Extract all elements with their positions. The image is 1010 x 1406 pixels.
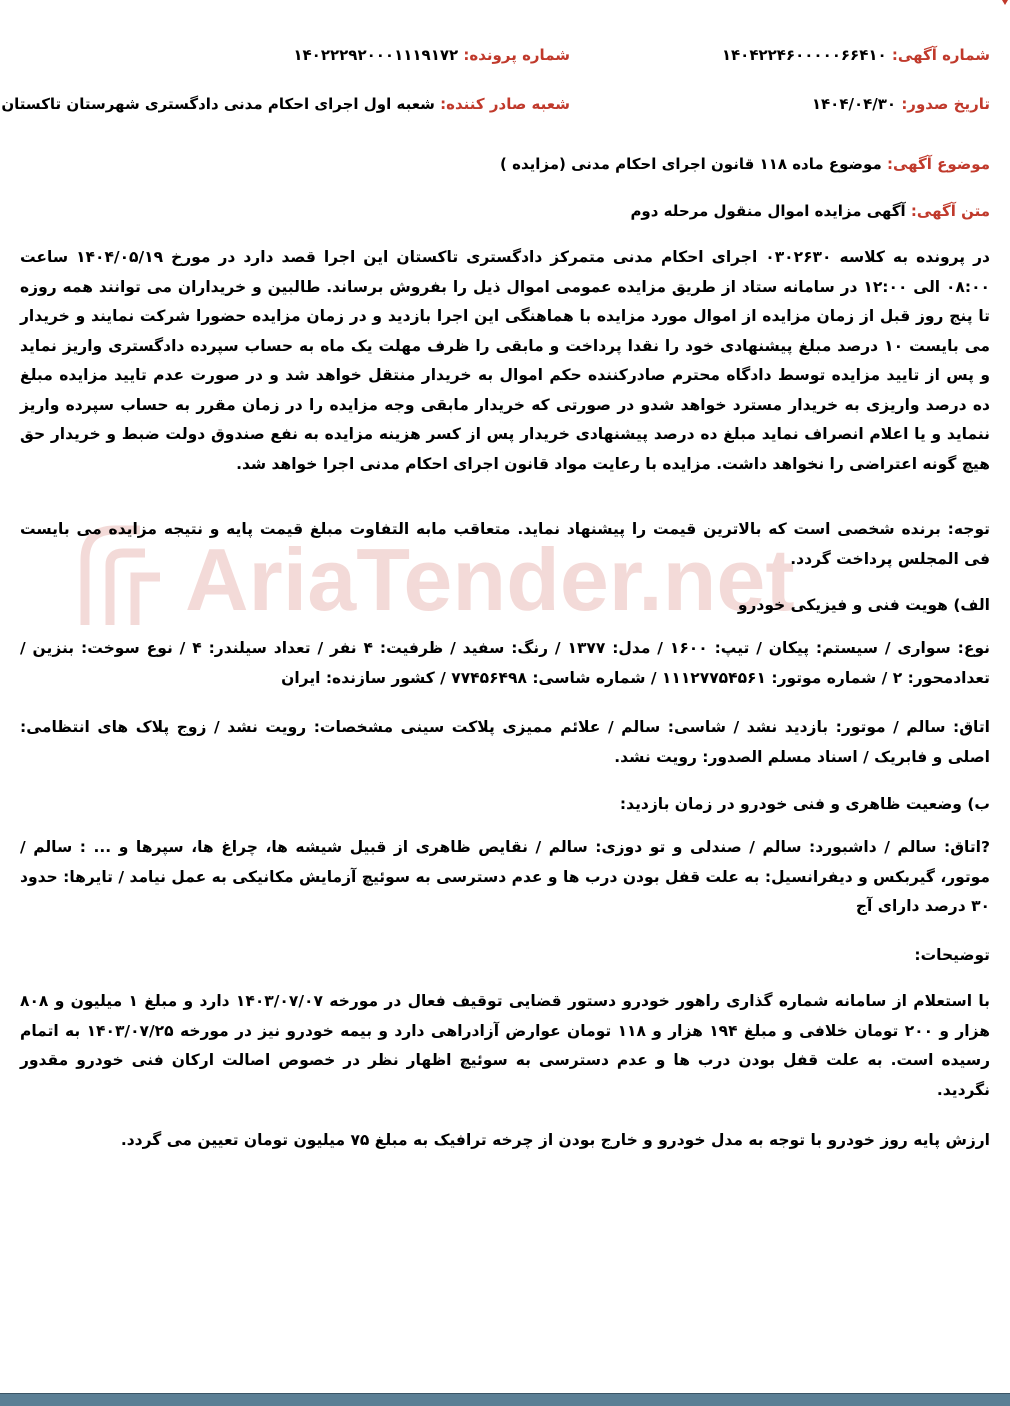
issuer-value: شعبه اول اجرای احکام مدنی دادگستری شهرستان تاکستان xyxy=(1,95,435,113)
paragraph-2: توجه: برنده شخصی است که بالاترین قیمت را پیشنهاد نماید. متعاقب مابه التفاوت مبلغ قیمت پایه و نتیجه مزایده می بایست فی المجلس پرداخت گردد. xyxy=(20,520,990,568)
notice-number-value: ۱۴۰۴۲۲۴۶۰۰۰۰۰۶۶۴۱۰ xyxy=(721,46,887,64)
watermark-text: AriaTender.net xyxy=(185,530,795,629)
case-number-field xyxy=(293,46,570,64)
text-heading-line xyxy=(20,202,990,220)
paragraph-7: ?اتاق: سالم / داشبورد: سالم / صندلی و تو دوزی: سالم / نقایص ظاهری از قبیل شیشه ها، چراغ ها، سپرها و ... : سالم / موتور، گیربکس و دیفرانسیل: به علت قفل بودن درب ها و عدم دسترسی به سوئیچ آزمایش مکانیکی به عمل نیامد / تایرها: حدود ۳۰ درصد دارای آج xyxy=(20,838,990,915)
paragraph-4: نوع: سواری / سیستم: پیکان / تیپ: ۱۶۰۰ / مدل: ۱۳۷۷ / رنگ: سفید / ظرفیت: ۴ نفر / تعداد سیلندر: ۴ / نوع سوخت: بنزین / تعدادمحور: ۲ / شماره موتور: ۱۱۱۲۷۷۵۴۵۶۱ / شماره شاسی: ۷۷۴۵۶۴۹۸ / کشور سازنده: ایران xyxy=(20,639,990,687)
case-number-value: ۱۴۰۲۲۲۹۲۰۰۰۱۱۱۹۱۷۲ xyxy=(293,46,459,64)
paragraph-5: اتاق: سالم / موتور: بازدید نشد / شاسی: سالم / علائم ممیزی پلاکت سینی مشخصات: رویت نشد / زوج پلاک های انتظامی: اصلی و فابریک / اسناد مسلم الصدور: رویت نشد. xyxy=(20,718,990,766)
paragraph-main xyxy=(20,243,990,479)
explanations-heading xyxy=(20,941,990,971)
paragraph-10: ارزش پایه روز خودرو با توجه به مدل خودرو و خارج بودن از چرخه ترافیک به مبلغ ۷۵ میلیون تومان تعیین می گردد. xyxy=(120,1131,990,1149)
paragraph-3: الف) هویت فنی و فیزیکی خودرو xyxy=(737,596,990,614)
issuer-label: شعبه صادر کننده: xyxy=(440,95,570,113)
vehicle-condition xyxy=(20,833,990,922)
paragraph-9: با استعلام از سامانه شماره گذاری راهور خودرو دستور قضایی توقیف فعال در مورخه ۱۴۰۳/۰۷/۰۷ دارد و مبلغ ۱ میلیون و ۸۰۸ هزار و ۲۰۰ تومان خلافی و مبلغ ۱۹۴ هزار و ۱۱۸ تومان عوارض آزادراهی دارد و بیمه خودرو نیز در مورخه ۱۴۰۳/۰۷/۲۵ به اتمام رسیده است. به علت قفل بودن درب ها و عدم دسترسی به سوئیچ اظهار نظر در خصوص اصالت ارکان فنی خودرو مقدور نگردید. xyxy=(20,992,990,1099)
paragraph-note xyxy=(20,515,990,574)
case-number-label: شماره پرونده: xyxy=(463,46,570,64)
section-a-heading xyxy=(20,591,990,621)
notice-number-label: شماره آگهی: xyxy=(891,46,990,64)
corner-arrow-icon xyxy=(1000,0,1010,6)
text-heading-value: آگهی مزایده اموال منقول مرحله دوم xyxy=(630,202,906,220)
header-row-1 xyxy=(20,46,990,76)
subject-label: موضوع آگهی: xyxy=(886,155,990,173)
issue-date-value: ۱۴۰۴/۰۴/۳۰ xyxy=(811,95,897,113)
paragraph-6: ب) وضعیت ظاهری و فنی خودرو در زمان بازدید: xyxy=(619,795,990,813)
base-value-text xyxy=(20,1126,990,1156)
vehicle-inspection xyxy=(20,713,990,772)
issuer-field xyxy=(1,95,570,113)
subject-line xyxy=(20,155,990,173)
subject-value: موضوع ماده ۱۱۸ قانون اجرای احکام مدنی (مزایده ) xyxy=(500,155,882,173)
issue-date-label: تاریخ صدور: xyxy=(901,95,990,113)
notice-number-field xyxy=(722,46,990,64)
section-b-heading xyxy=(20,790,990,820)
paragraph-8: توضیحات: xyxy=(914,946,990,964)
bottom-bar xyxy=(0,1393,1010,1406)
explanations-text xyxy=(20,987,990,1105)
header-row-2 xyxy=(1,95,990,125)
text-heading-label: متن آگهی: xyxy=(910,202,990,220)
vehicle-specs xyxy=(20,634,990,693)
issue-date-field xyxy=(812,95,990,113)
paragraph-1: در پرونده به کلاسه ۰۳۰۲۶۳۰ اجرای احکام مدنی متمرکز دادگستری تاکستان این اجرا قصد دارد در مورخ ۱۴۰۴/۰۵/۱۹ ساعت ۰۸:۰۰ الی ۱۲:۰۰ در سامانه ستاد از طریق مزایده عمومی اموال ذیل را بفروش برساند. طالبین و خریداران می توانند همه روزه تا پنج روز قبل از زمان مزایده از اموال مورد مزایده با هماهنگی این اجرا بازدید و در زمان مزایده حضورا شرکت نمایند و خریدار می بایست ۱۰ درصد مبلغ پیشنهادی خود را نقدا پرداخت و مابقی را ظرف مهلت یک ماه به حساب سپرده دادگستری واریز نماید و پس از تایید مزایده توسط دادگاه محترم صادرکننده حکم اموال به خریدار منتقل خواهد شد و در صورت عدم تایید مزایده مبلغ ده درصد واریزی به خریدار مسترد خواهد شدو در صورتی که خریدار مابقی وجه مزایده را در زمان مقرر به حساب سپرده واریز ننماید و یا اعلام انصراف نماید مبلغ ده درصد پیشنهادی خریدار پس از کسر هزینه مزایده به نفع صندوق دولت ضبط و خریدار حق هیچ گونه اعتراضی را نخواهد داشت. مزایده با رعایت مواد قانون اجرای احکام مدنی اجرا خواهد شد. xyxy=(20,248,990,473)
